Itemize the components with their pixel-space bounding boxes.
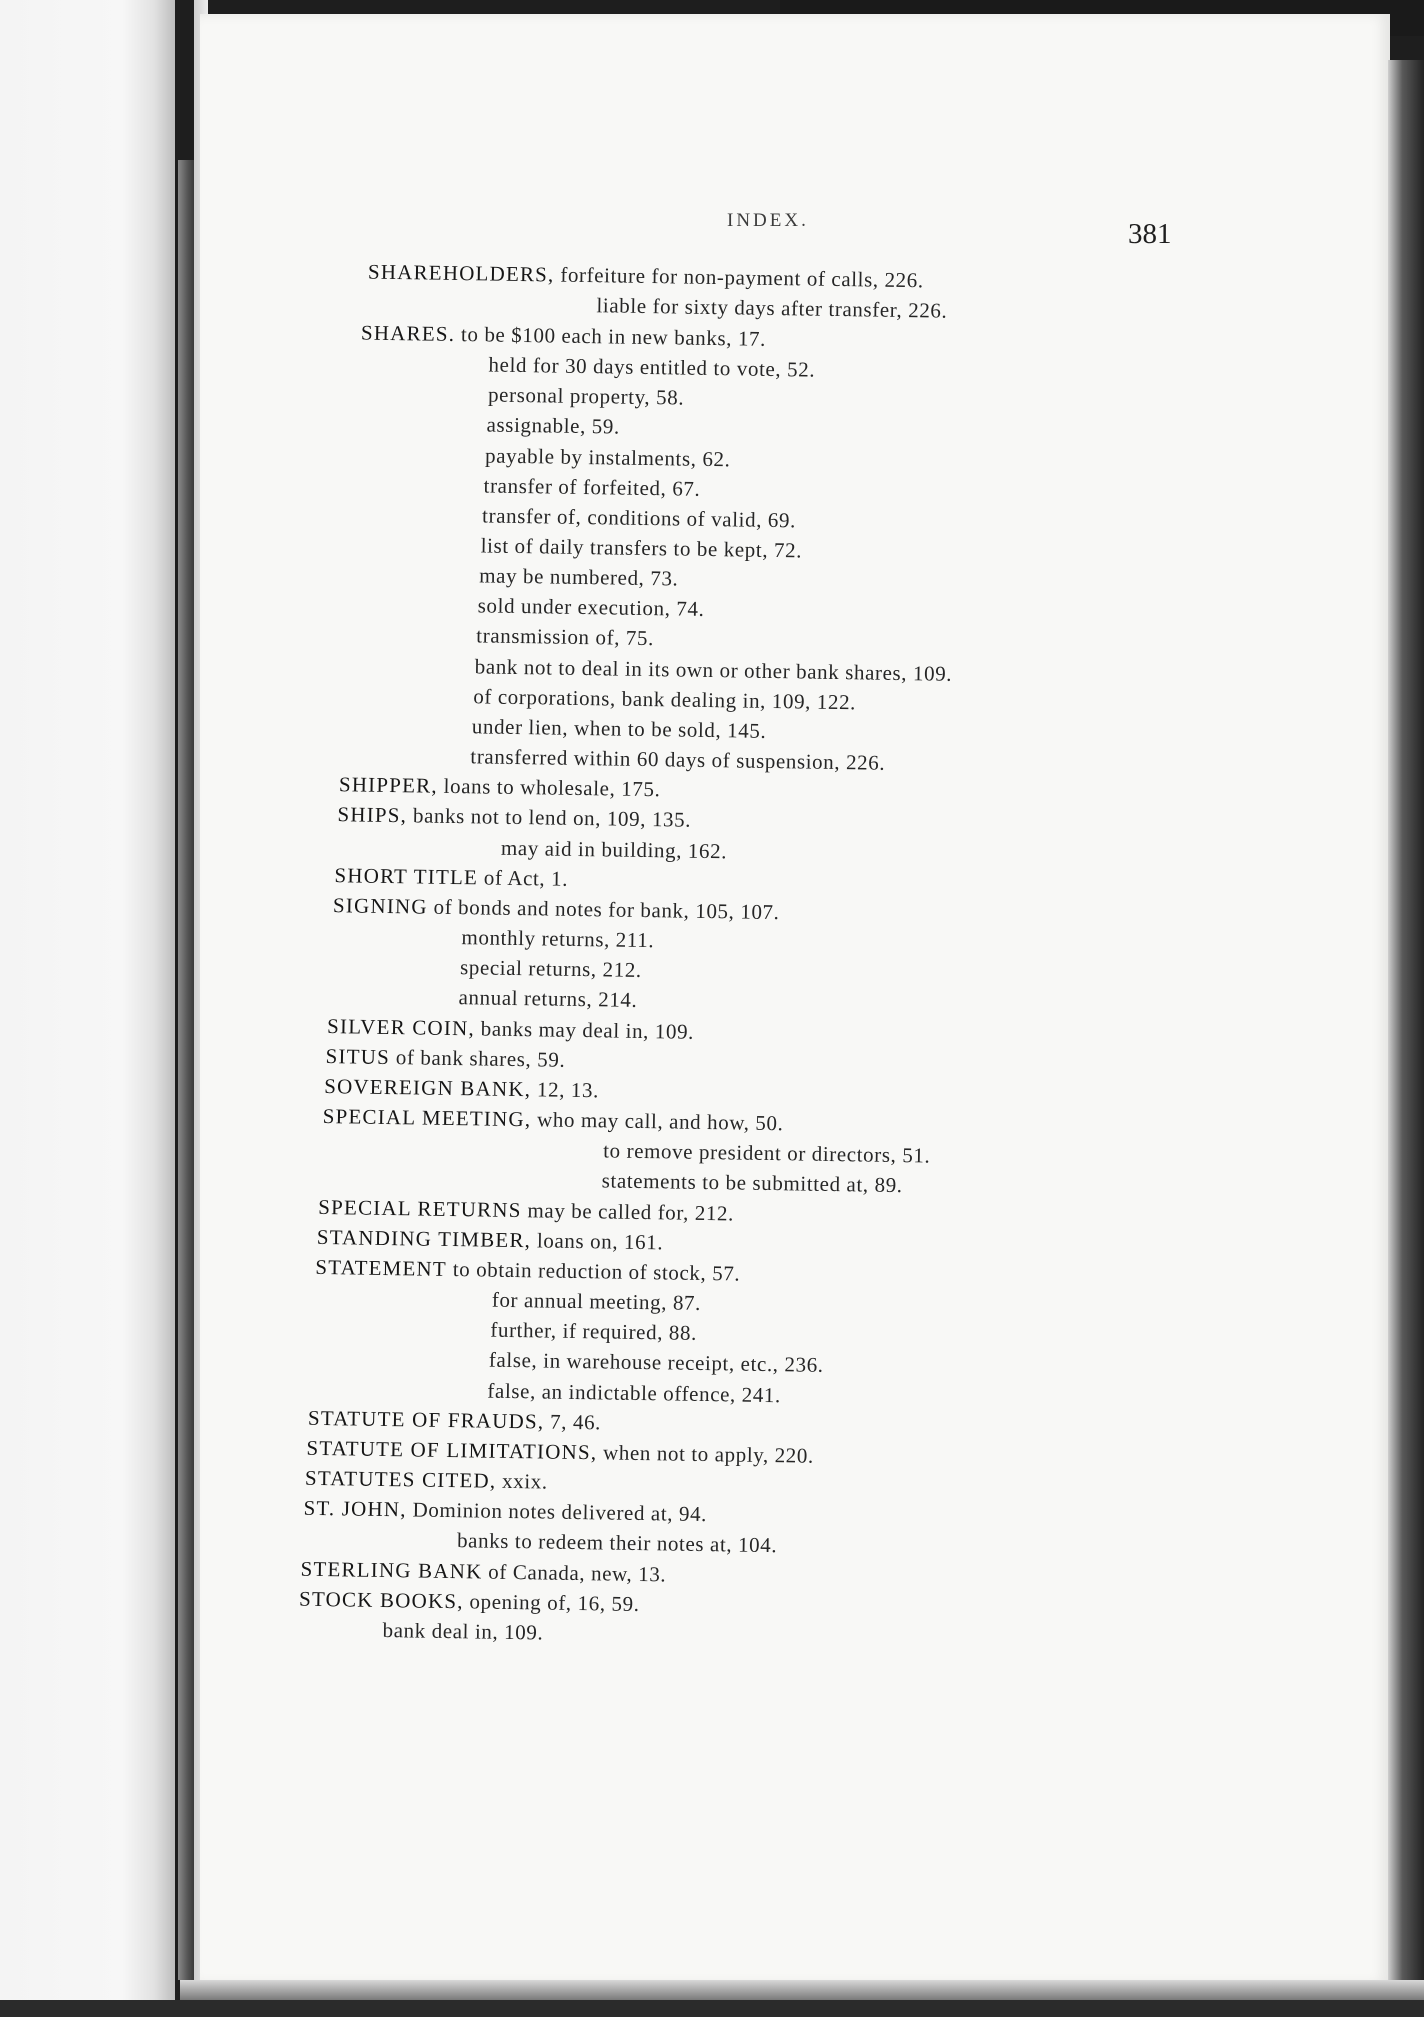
index-entry: SITUS of bank shares, 59. <box>325 1044 566 1072</box>
index-entry: STATEMENT to obtain reduction of stock, 57. <box>315 1254 741 1286</box>
index-subentry: under lien, when to be sold, 145. <box>471 714 767 743</box>
index-subentry: bank not to deal in its own or other bank shares, 109. <box>474 654 953 686</box>
index-entry: STANDING TIMBER, loans on, 161. <box>316 1224 664 1255</box>
index-subentry: liable for sixty days after transfer, 226. <box>596 293 948 323</box>
index-subentry: monthly returns, 211. <box>461 925 655 953</box>
index-subentry: transfer of, conditions of valid, 69. <box>481 503 797 533</box>
index-subentry: transmission of, 75. <box>476 623 655 651</box>
index-entry: SILVER COIN, banks may deal in, 109. <box>326 1014 695 1044</box>
index-entry: SOVEREIGN BANK, 12, 13. <box>323 1074 600 1103</box>
index-entry: SHIPS, banks not to lend on, 109, 135. <box>337 802 692 832</box>
index-subentry: may be numbered, 73. <box>479 563 679 591</box>
index-entry: STATUTE OF FRAUDS, 7, 46. <box>307 1405 602 1435</box>
index-entry: STERLING BANK of Canada, new, 13. <box>300 1556 667 1587</box>
index-subentry: transferred within 60 days of suspension, 226. <box>470 744 886 775</box>
index-subentry: special returns, 212. <box>459 955 642 982</box>
index-subentry: false, an indictable offence, 241. <box>487 1378 782 1408</box>
index-entry: STATUTE OF LIMITATIONS, when not to apply, 220. <box>306 1435 815 1468</box>
index-entry: SPECIAL RETURNS may be called for, 212. <box>318 1194 735 1226</box>
index-subentry: statements to be submitted at, 89. <box>601 1168 903 1198</box>
index-subentry: payable by instalments, 62. <box>484 443 731 472</box>
index-subentry: may aid in building, 162. <box>500 835 728 864</box>
index-subentry: false, in warehouse receipt, etc., 236. <box>488 1347 824 1377</box>
index-entry: SHAREHOLDERS, forfeiture for non-payment of calls, 226. <box>367 259 924 293</box>
index-subentry: of corporations, bank dealing in, 109, 122. <box>473 684 857 715</box>
running-head: INDEX. <box>727 210 809 231</box>
index-subentry: transfer of forfeited, 67. <box>483 473 701 501</box>
index-subentry: bank deal in, 109. <box>382 1617 544 1645</box>
index-subentry: personal property, 58. <box>487 382 685 410</box>
page-number: 381 <box>1128 218 1172 250</box>
index-subentry: further, if required, 88. <box>490 1317 698 1345</box>
index-entry: SHIPPER, loans to wholesale, 175. <box>338 772 661 802</box>
index-subentry: banks to redeem their notes at, 104. <box>456 1528 778 1558</box>
index-entry: STATUTES CITED, xxix. <box>304 1465 548 1494</box>
index-subentry: for annual meeting, 87. <box>491 1287 702 1315</box>
index-entry: STOCK BOOKS, opening of, 16, 59. <box>298 1586 640 1617</box>
index-subentry: list of daily transfers to be kept, 72. <box>480 533 803 563</box>
index-entry: SHARES. to be $100 each in new banks, 17. <box>360 320 767 351</box>
index-subentry: to remove president or directors, 51. <box>603 1138 931 1168</box>
index-entry: SHORT TITLE of Act, 1. <box>334 863 569 891</box>
index-entry: ST. JOHN, Dominion notes delivered at, 94. <box>303 1495 708 1527</box>
index-entry: SIGNING of bonds and notes for bank, 105, 107. <box>332 893 780 925</box>
index-subentry: assignable, 59. <box>486 412 620 439</box>
index-subentry: sold under execution, 74. <box>477 593 705 621</box>
index-subentry: annual returns, 214. <box>458 985 638 1012</box>
index-entry: SPECIAL MEETING, who may call, and how, 50. <box>322 1103 784 1136</box>
index-subentry: held for 30 days entitled to vote, 52. <box>488 352 816 382</box>
